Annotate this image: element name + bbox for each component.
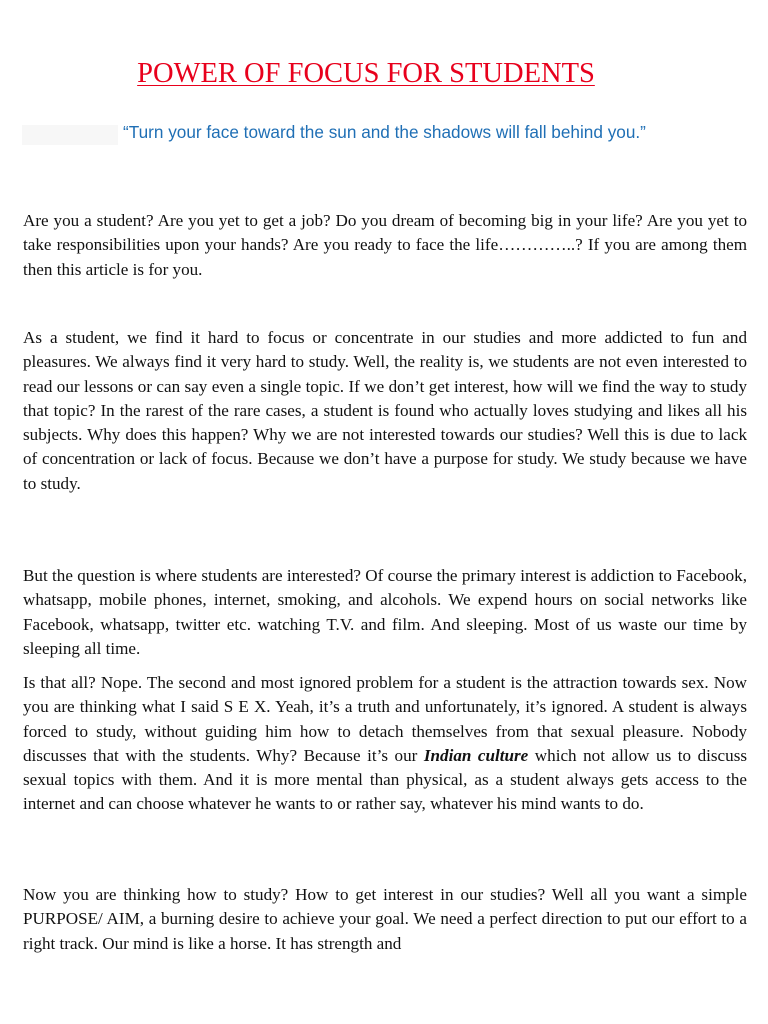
paragraph-text-end: which not allow us to discuss sexual topics with them. And it is more mental than physical, as a student always gets access to the internet and can choose whatever he wants to or rather say, whatever his mind wants to do.: [23, 745, 747, 814]
opening-quote: “Turn your face toward the sun and the shadows will fall behind you.”: [123, 122, 646, 142]
paragraph-focus-problem: As a student, we find it hard to focus or concentrate in our studies and more addicted to fun and pleasures. We always find it very hard to study. Well, the reality is, we students are not even interested to read our lessons or can say even a single topic. If we don’t get interest, how will we find the way to study that topic? In the rarest of the rare cases, a student is found who actually loves studying and likes all his subjects. Why does this happen? Why we are not interested towards our studies? Well this is due to lack of concentration or lack of focus. Because we don’t have a purpose for study. We study because we have to study.: [23, 328, 747, 493]
paragraph-student-interests: But the question is where students are interested? Of course the primary interest is addiction to Facebook, whatsapp, mobile phones, internet, smoking, and alcohols. We expend hours on social networks like Facebook, whatsapp, twitter etc. watching T.V. and film. And sleeping. Most of us waste our time by sleeping all time.: [23, 566, 747, 658]
paragraph-ignored-problem: [23, 671, 747, 817]
paragraph-text-start: Is that all? Nope. The second and most ignored problem for a student is the attraction towards sex. Now you are thinking what I said S E X. Yeah, it’s a truth and unfortunately, it’s ignored. A student is always forced to study, without guiding him how to detach themselves from that sexual pleasure. Nobody discusses that with the students. Why? Because it’s our: [23, 673, 747, 765]
paragraph-intro: Are you a student? Are you yet to get a job? Do you dream of becoming big in your life? Are you yet to take responsibilities upon your hands? Are you ready to face the life…………..? If you are among them then this article is for you.: [23, 211, 747, 279]
page-title: POWER OF FOCUS FOR STUDENTS: [137, 58, 595, 89]
quote-block: [22, 120, 762, 175]
paragraph-purpose: Now you are thinking how to study? How to get interest in our studies? Well all you want a simple PURPOSE/ AIM, a burning desire to achieve your goal. We need a perfect direction to put our effort to a right track. Our mind is like a horse. It has strength and: [23, 885, 747, 953]
emphasis-text: Indian culture: [423, 745, 529, 765]
